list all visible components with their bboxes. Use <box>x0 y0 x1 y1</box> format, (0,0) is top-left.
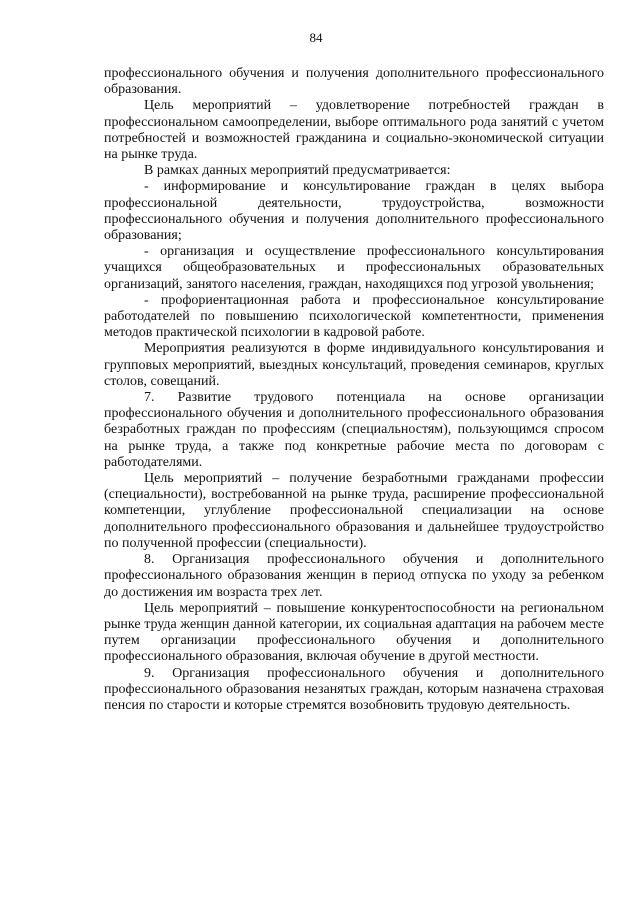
paragraph-1: профессионального обучения и получения дополнительного профессионального образования. <box>104 66 604 98</box>
paragraph-6: - профориентационная работа и профессиональное консультирование работодателей по повышению психологической компетентности, применения методов практической психологии в кадровой работе. <box>104 292 604 341</box>
paragraph-5: - организация и осуществление профессионального консультирования учащихся общеобразовательных и профессиональных образовательных организаций, занятого населения, граждан, находящихся под угрозой увольнения; <box>104 244 604 292</box>
page-number: 84 <box>309 30 323 45</box>
paragraph-7: Мероприятия реализуются в форме индивидуального консультирования и групповых мероприятий, выездных консультаций, проведения семинаров, круглых столов, совещаний. <box>104 341 604 389</box>
paragraph-11: Цель мероприятий – повышение конкурентоспособности на региональном рынке труда женщин данной категории, их социальная адаптация на рабочем месте путем организации профессионального обучения и дополнительного профессионального образования, включая обучение в другой местности. <box>104 600 604 665</box>
paragraph-12: 9. Организация профессионального обучения и дополнительного профессионального образования незанятых граждан, которым назначена страховая пенсия по старости и которые стремятся возобновить трудовую деятельность. <box>104 665 604 713</box>
paragraph-2: Цель мероприятий – удовлетворение потребностей граждан в профессиональном самоопределении, выборе оптимального рода занятий с учетом потребностей и возможностей гражданина и социально-экономической ситуации на рынке труда. <box>104 98 604 163</box>
paragraph-8: 7. Развитие трудового потенциала на основе организации профессионального обучения и дополнительного профессионального образования безработных граждан по профессиям (специальностям), пользующимся спросом на рынке труда, а также под конкретные рабочие места по договорам с работодателями. <box>104 390 604 470</box>
paragraph-3: В рамках данных мероприятий предусматривается: <box>144 163 451 179</box>
paragraph-9: Цель мероприятий – получение безработными гражданами профессии (специальности), востребованной на рынке труда, расширение профессиональной компетенции, углубление профессиональной специализации на основе дополнительного профессионального образования и дальнейшее трудоустройство по полученной профессии (специальности). <box>104 471 604 551</box>
document-body <box>104 66 604 714</box>
paragraph-4: - информирование и консультирование граждан в целях выбора профессиональной деятельности, трудоустройства, возможности профессионального обучения и получения дополнительного профессионального образования; <box>104 179 604 244</box>
paragraph-10: 8. Организация профессионального обучения и дополнительного профессионального образования женщин в период отпуска по уходу за ребенком до достижения им возраста трех лет. <box>104 552 604 600</box>
